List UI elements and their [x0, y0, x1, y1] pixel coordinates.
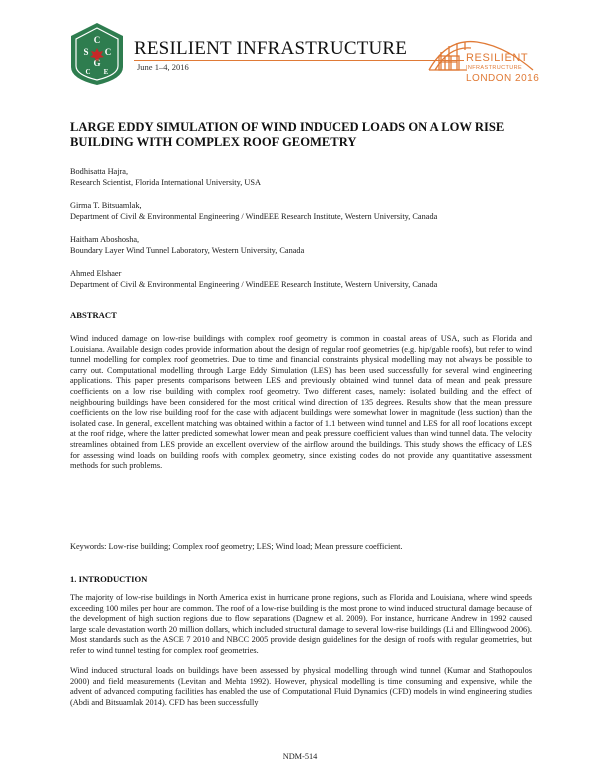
logo-letter: E — [103, 68, 109, 76]
abstract-heading: ABSTRACT — [70, 310, 117, 320]
logo-subtitle: INFRASTRUCTURE — [466, 65, 523, 71]
logo-wordmark: RESILIENT — [466, 52, 529, 64]
author-name: Girma T. Bitsuamlak, — [70, 201, 142, 210]
introduction-paragraph: The majority of low-rise buildings in North America exist in hurricane prone regions, such as Florida and Louisiana, where wind speeds exceeding 100 miles per hour are common. The roof of a low-rise building is the most prone to wind induced structural damage because of the development of high suction regions due to flow separations (Dagnew et al. 2009). For instance, hurricane Andrew in 1992 caused large scale devastation worth 20 million dollars, which included structural damage to several low-rise buildings (Li and Ellingwood 2006). Most standards such as the ASCE 7 2010 and NBCC 2005 provide design guidelines for the design of roofs with regular geometries, but refer to wind tunnel testing for complex roof geometries. — [70, 593, 532, 655]
logo-city-year: LONDON 2016 — [466, 73, 540, 84]
author-affiliation: Boundary Layer Wind Tunnel Laboratory, Western University, Canada — [70, 246, 305, 255]
page-number: NDM-514 — [282, 752, 318, 761]
author-affiliation: Department of Civil & Environmental Engineering / WindEEE Research Institute, Western University, Canada — [70, 280, 438, 289]
logo-letter: C — [93, 35, 101, 45]
author-affiliation: Research Scientist, Florida International University, USA — [70, 178, 261, 187]
introduction-paragraph: Wind induced structural loads on buildings have been assessed by physical modelling through wind tunnel (Kumar and Stathopoulos 2000) and field measurements (Levitan and Mehta 1992). However, physical modelling is time consuming and expensive, while the advent of advanced computing facilities has enabled the use of Computational Fluid Dynamics (CFD) models in wind engineering studies (Abdi and Bitsuamlak 2014). CFD has been successfully — [70, 666, 532, 707]
author-name: Ahmed Elshaer — [70, 269, 122, 278]
logo-letter: S — [83, 47, 89, 57]
paper-title: LARGE EDDY SIMULATION OF WIND INDUCED LOADS ON A LOW RISE BUILDING WITH COMPLEX ROOF GEOMETRY — [70, 120, 505, 149]
header-divider — [134, 60, 464, 61]
keywords: Keywords: Low-rise building; Complex roof geometry; LES; Wind load; Mean pressure coefficient. — [70, 542, 403, 551]
author-name: Haitham Aboshosha, — [70, 235, 140, 244]
abstract-text: Wind induced damage on low-rise buildings with complex roof geometry is common in coastal areas of USA, such as Florida and Louisiana. Available design codes provide information about the design of regular roof geometries (e.g. hip/gable roofs), but refer to wind tunnel modelling for complex roof geometries. Due to time and financial constraints physical modelling may not always be possible to carry out. Computational modelling through Large Eddy Simulation (LES) has been used successfully for several wind engineering applications. This paper presents comparisons between LES and previously obtained wind tunnel data of mean and peak pressure coefficients on a low rise building with complex roof geometry. Two different cases, namely: isolated building and the effect of neighbouring buildings have been considered for the most critical wind direction of 135 degrees. Results show that the mean pressure coefficients on the low rise building roof for the case with adjacent buildings were somewhat lower in magnitude (less suction) than the isolated case. In general, excellent matching was obtained within a factor of 1.1 between wind tunnel and LES for all roof locations except at the roof ridge, where the latter predicted somewhat lower mean and peak pressure coefficient values than wind tunnel data. The velocity streamlines obtained from LES provide an excellent overview of the airflow around the buildings. This study shows the efficacy of LES for assessing wind loads on building roofs with complex geometry, since existing codes do not provide any quantitative assessment methods for such problems. — [70, 334, 532, 471]
author-affiliation: Department of Civil & Environmental Engineering / WindEEE Research Institute, Western University, Canada — [70, 212, 438, 221]
logo-letter: C — [85, 68, 91, 76]
introduction-heading: 1. INTRODUCTION — [70, 574, 148, 584]
csce-logo — [68, 21, 126, 87]
logo-letter: G — [93, 58, 101, 68]
author-block — [70, 200, 540, 222]
author-block — [70, 268, 540, 290]
conference-title: RESILIENT INFRASTRUCTURE — [134, 38, 408, 59]
logo-letter: C — [104, 47, 112, 57]
author-block — [70, 234, 540, 256]
author-name: Bodhisatta Hajra, — [70, 167, 129, 176]
author-block — [70, 166, 540, 188]
conference-date: June 1–4, 2016 — [137, 62, 189, 72]
